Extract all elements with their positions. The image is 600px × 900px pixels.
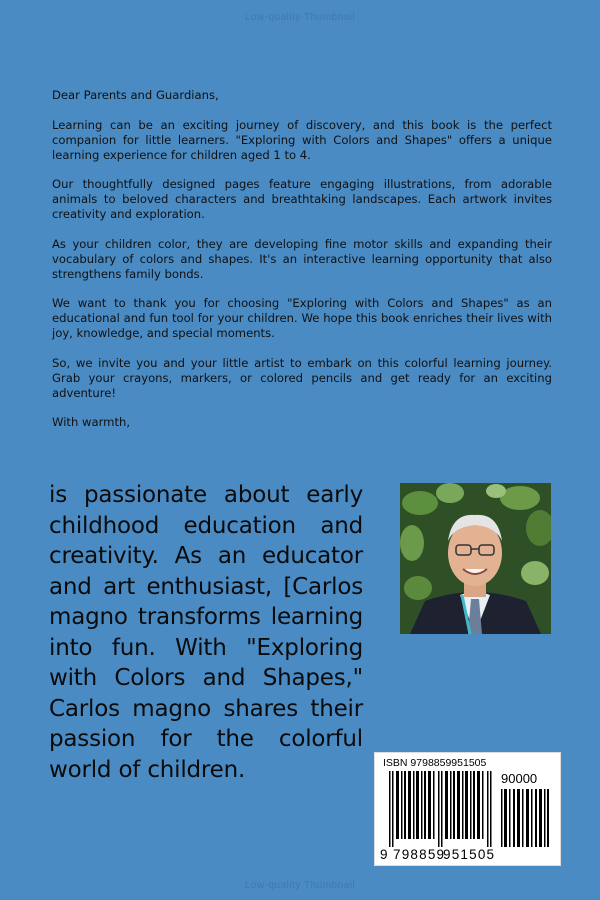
price-addon-bars (501, 789, 551, 847)
letter-greeting: Dear Parents and Guardians, (52, 88, 219, 102)
barcode-bars (389, 771, 495, 847)
isbn-digit-group-1: 798859 (393, 847, 446, 862)
watermark-bottom: Low-quality Thumbnail (244, 880, 356, 891)
isbn-digit-group-2: 951505 (443, 847, 496, 862)
letter-body (52, 88, 552, 445)
isbn-digit-lead: 9 (380, 847, 389, 862)
letter-closing: With warmth, (52, 415, 131, 429)
isbn-barcode (374, 752, 561, 866)
isbn-label: ISBN 9798859951505 (383, 757, 487, 769)
author-photo (400, 483, 551, 634)
price-code: 90000 (501, 771, 538, 786)
letter-paragraph: As your children color, they are developing fine motor skills and expanding their vocabulary of colors and shapes. It's an interactive learning opportunity that also strengthens family bonds. (52, 236, 552, 281)
author-portrait-image (400, 483, 551, 634)
watermark-top: Low-quality Thumbnail (244, 12, 356, 23)
letter-paragraph: So, we invite you and your little artist to embark on this colorful learning journey. Grab your crayons, markers, or colored pencils and get ready for an exciting adventure! (52, 355, 552, 400)
letter-paragraph: We want to thank you for choosing "Exploring with Colors and Shapes" as an educational and fun tool for your children. We hope this book enriches their lives with joy, knowledge, and special moments. (52, 296, 552, 340)
letter-paragraph: Learning can be an exciting journey of discovery, and this book is the perfect companion for little learners. "Exploring with Colors and Shapes" offers a unique learning experience for children aged 1 to 4. (52, 117, 552, 162)
author-bio: is passionate about early childhood education and creativity. As an educator and art enthusiast, [Carlos magno transforms learning into fun. With "Exploring with Colors and Shapes," Carlos magno shares their passion for the colorful world of children. (49, 482, 363, 783)
letter-paragraph: Our thoughtfully designed pages feature engaging illustrations, from adorable animals to beloved characters and breathtaking landscapes. Each artwork invites creativity and exploration. (52, 177, 552, 221)
